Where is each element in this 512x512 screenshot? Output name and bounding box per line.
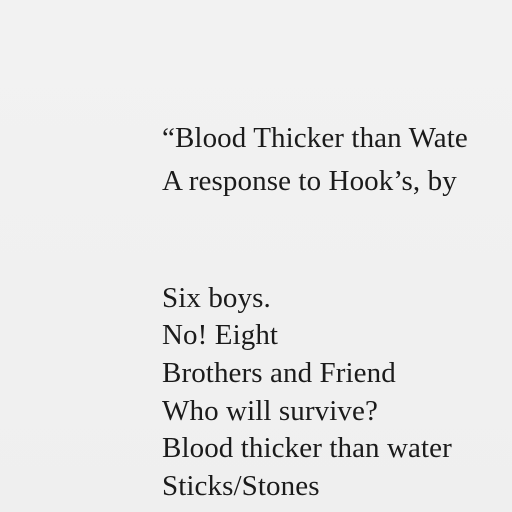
poem-line: Six boys. [162, 282, 271, 314]
document-title: “Blood Thicker than Wate [162, 122, 468, 154]
poem-line: Who will survive? [162, 395, 378, 427]
poem-line: No! Eight [162, 319, 279, 351]
poem-line: Blood thicker than water [162, 432, 452, 464]
poem-line: Sticks/Stones [162, 470, 320, 502]
poem-line: Brothers and Friend [162, 357, 396, 389]
document-subtitle: A response to Hook’s, by [162, 165, 457, 197]
